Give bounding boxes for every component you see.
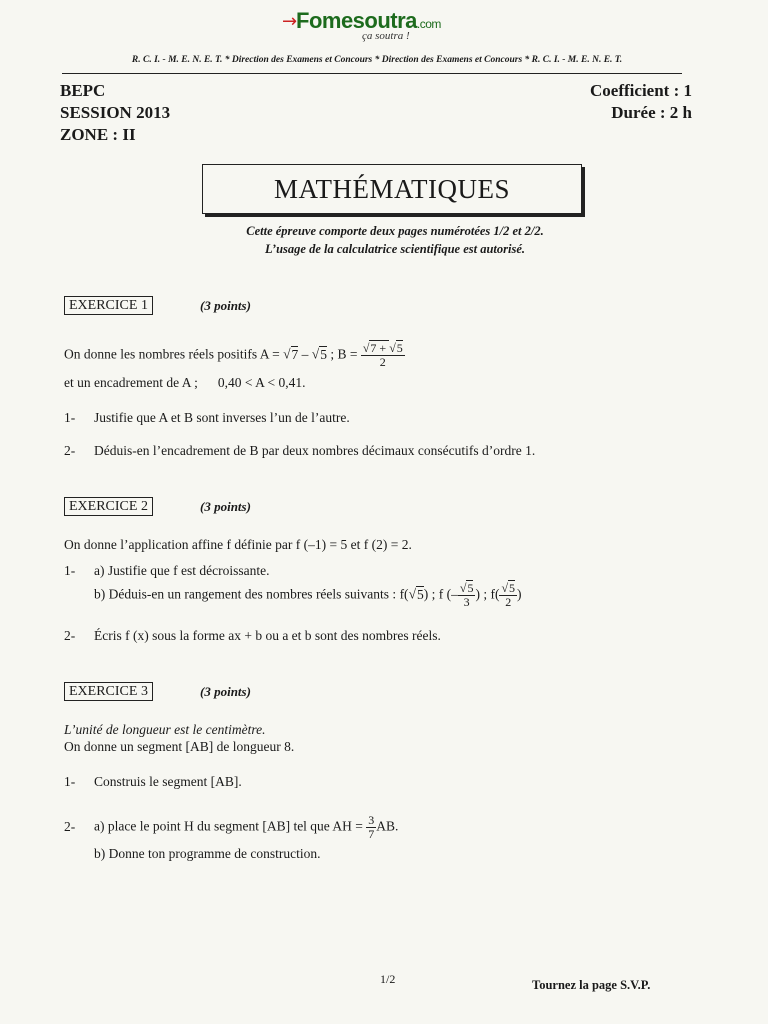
runner-icon: →	[282, 11, 298, 32]
ex1-given-numbers: On donne les nombres réels positifs A = √7 – √5 ; B = $\frac{√7 + √5}{2}$	[64, 341, 403, 369]
exercise-3-label: EXERCICE 3	[64, 682, 153, 701]
ex3-question-1: 1- Construis le segment [AB].	[64, 774, 242, 789]
logo-tagline: ça soutra !	[362, 30, 410, 42]
exercise-3-points: (3 points)	[200, 684, 251, 699]
ex1-question-2: 2- Déduis-en l’encadrement de B par deux nombres décimaux consécutifs d’ordre 1.	[64, 443, 536, 458]
intro-line-1: Cette épreuve comporte deux pages numérotées 1/2 et 2/2.	[246, 224, 544, 238]
exam-duration: Durée : 2 h	[611, 103, 692, 122]
b-fraction: $\frac{√7 + √5}{2}$	[362, 341, 403, 369]
ex1-question-1: 1- Justifie que A et B sont inverses l’un de l’autre.	[64, 410, 350, 425]
exercise-2-label: EXERCICE 2	[64, 497, 153, 516]
ex2-intro: On donne l’application affine f définie par f (–1) = 5 et f (2) = 2.	[64, 537, 412, 552]
logo-name: Fomesoutra.com	[296, 8, 441, 33]
ministry-header: R. C. I. - M. E. N. E. T. * Direction des Examens et Concours * Direction des Examens et Concours * R. C. I. - M. E. N. E. T.	[131, 55, 623, 65]
exam-zone: ZONE : II	[60, 125, 136, 144]
exam-info	[60, 80, 170, 146]
turn-page-note: Tournez la page S.V.P.	[532, 978, 651, 992]
ex3-intro: On donne un segment [AB] de longueur 8.	[64, 739, 295, 754]
ex1-frame: et un encadrement de A ; 0,40 < A < 0,41.	[64, 375, 306, 390]
ex3-unit: L’unité de longueur est le centimètre.	[64, 722, 266, 737]
exam-session: SESSION 2013	[60, 103, 171, 122]
exam-coefficient: Coefficient : 1	[590, 81, 692, 100]
ex2-question-1a: 1- a) Justifie que f est décroissante.	[64, 563, 270, 578]
exercise-1-points: (3 points)	[200, 298, 251, 313]
ex3-question-2b: b) Donne ton programme de construction.	[94, 846, 321, 861]
intro-line-2: L’usage de la calculatrice scientifique est autorisé.	[264, 242, 526, 256]
ex3-question-2a: 2- a) place le point H du segment [AB] tel que AH = $\frac{3}{7}$ AB.	[64, 813, 399, 841]
exercise-1-label: EXERCICE 1	[64, 296, 153, 315]
page-number: 1/2	[380, 972, 396, 986]
subject-title-box	[202, 164, 582, 214]
exercise-2-points: (3 points)	[200, 499, 251, 514]
exam-name: BEPC	[60, 81, 106, 100]
fomesoutra-logo	[282, 8, 482, 50]
ex2-question-2: 2- Écris f (x) sous la forme ax + b ou a et b sont des nombres réels.	[64, 628, 441, 643]
subject-title: MATHÉMATIQUES	[274, 173, 510, 204]
exam-meta	[590, 80, 692, 124]
ex2-question-1b: b) Déduis-en un rangement des nombres réels suivants : f(√5) ; f (– $\frac{√5}{3}$ ) ; f( $\frac{√5}{2}$ )	[94, 581, 522, 609]
header-divider	[62, 73, 682, 74]
